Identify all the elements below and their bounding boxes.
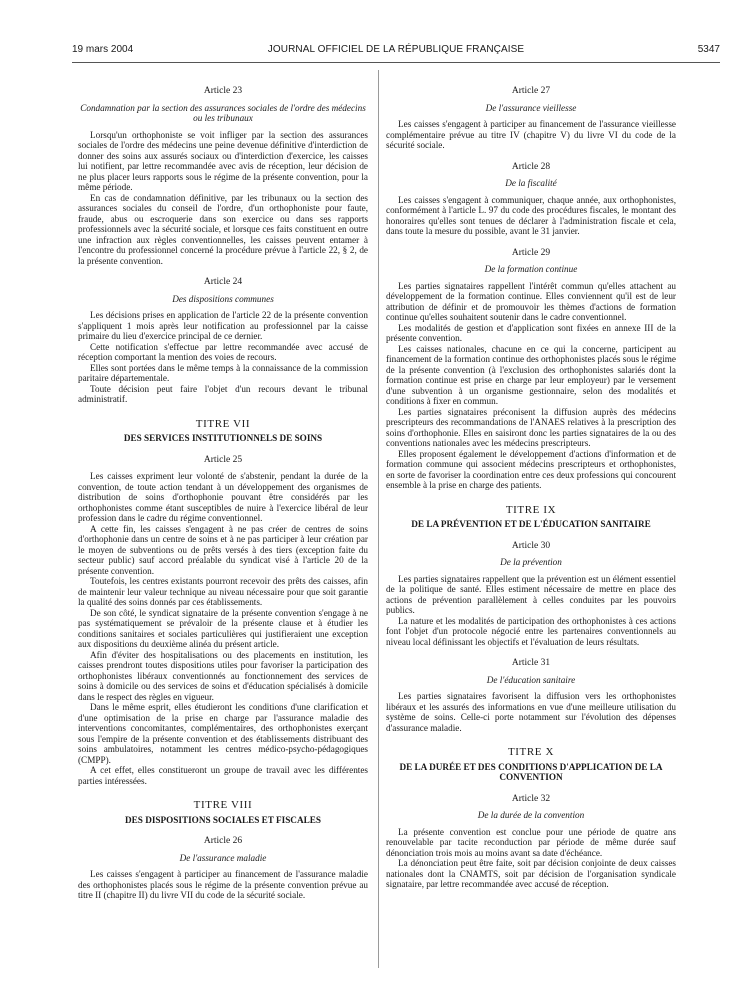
paragraph: Les caisses nationales, chacune en ce qui la concerne, participent au financement de la formation continue des orthophonistes placés sous le régime de la présente convention (à l'exclusion des orthophonistes salariés dont la formation continue est prise en charge par leur employeur) par le versement d'une subvention à un organisme gestionnaire, selon des modalités et conditions à fixer en commun.: [386, 343, 676, 406]
paragraph: Cette notification s'effectue par lettre recommandée avec accusé de réception comportant la mention des voies de recours.: [78, 341, 368, 362]
paragraph: Les modalités de gestion et d'application sont fixées en annexe III de la présente convention.: [386, 322, 676, 343]
paragraph: Les caisses s'engagent à participer au financement de l'assurance maladie des orthophonistes placés sous le régime de la présente convention prévue au titre II (chapitre II) du livre VII du code de la sécurité sociale.: [78, 869, 368, 900]
paragraph: Les parties signataires rappellent l'intérêt commun qu'elles attachent au développement de la formation continue. Elles conviennent qu'il est de leur attribution de définir et de promouvoir les thèmes d'actions de formation continue qu'elles souhaitent soutenir dans le cadre conventionnel.: [386, 280, 676, 322]
paragraph: En cas de condamnation définitive, par les tribunaux ou la section des assurances sociales du conseil de l'ordre, d'un orthophoniste pour faute, fraude, abus ou escroquerie dans son exercice ou dans ses rapports professionnels avec la sécurité sociale, et lorsque ces faits constituent en outre une infraction aux règles conventionnelles, les caisses peuvent entamer à l'encontre du professionnel concerné la procédure prévue à l'article 22, § 2, de la présente convention.: [78, 192, 368, 266]
right-column: [386, 86, 676, 890]
article-subtitle: De l'assurance maladie: [179, 852, 267, 863]
paragraph: A cette fin, les caisses s'engagent à ne pas créer de centres de soins d'orthophonie dans un centre de soins et à ne pas participer à leur création par le moyen de subventions ou de prêts versés à des tiers (exception faite du secteur public) sauf accord préalable du syndicat visé à l'article 20 de la présente convention.: [78, 523, 368, 576]
paragraph: Les caisses s'engagent à communiquer, chaque année, aux orthophonistes, conformément à l'article L. 97 du code des procédures fiscales, le montant des honoraires qu'elles sont tenues de déclarer à l'administration fiscale et cela, dans toute la mesure du possible, avant le 31 janvier.: [386, 194, 676, 236]
titre-heading: TITRE VII: [195, 417, 251, 430]
article-heading: Article 31: [511, 658, 551, 668]
article-subtitle: De la formation continue: [484, 264, 578, 274]
titre-heading: TITRE X: [507, 746, 555, 758]
paragraph: Les caisses expriment leur volonté de s'abstenir, pendant la durée de la convention, de toute action tendant à un développement des organismes de distribution de soins d'orthophonie pouvant être considérés par les orthophonistes comme étant susceptibles de nuire à l'exercice libéral de leur profession dans le cadre du régime conventionnel.: [78, 471, 368, 523]
article-heading: Article 28: [511, 161, 551, 172]
paragraph: Les parties signataires favorisent la diffusion vers les orthophonistes libéraux et les assurés des informations en vue d'une meilleure utilisation du système de soins. Celle-ci porte notamment sur l'évolution des dépenses d'assurance maladie.: [386, 691, 676, 733]
paragraph: Les décisions prises en application de l'article 22 de la présente convention s'appliquent 1 mois après leur notification au professionnel par la caisse primaire du lieu d'exercice principal de ce dernier.: [78, 310, 368, 341]
paragraph: Toutefois, les centres existants pourront recevoir des prêts des caisses, afin de maintenir leur valeur technique au niveau nécessaire pour que soit garantie la qualité des soins donnés par ces établissements.: [78, 576, 368, 607]
article-heading: Article 30: [511, 540, 551, 551]
paragraph: De son côté, le syndicat signataire de la présente convention s'engage à ne pas systématiquement se prévaloir de la présente clause et à étudier les conditions sanitaires et sociales particulières qui justifieraient une exception aux dispositions du deuxième alinéa du présent article.: [78, 607, 368, 649]
article-subtitle: De l'assurance vieillesse: [485, 102, 577, 113]
section-heading: DE LA PRÉVENTION ET DE L'ÉDUCATION SANITAIRE: [411, 519, 651, 529]
paragraph: A cet effet, elles constitueront un groupe de travail avec les différentes parties intéressées.: [78, 765, 368, 786]
article-subtitle: De la durée de la convention: [477, 810, 585, 820]
header-page-number: 5347: [697, 44, 720, 55]
paragraph: Lorsqu'un orthophoniste se voit infliger par la section des assurances sociales de l'ordre des médecins une peine devenue définitive d'interdiction de donner des soins aux assurés sociaux ou d'interdiction d'exercice, les caisses lui notifient, par lettre recommandée avec avis de réception, leur décision de ne plus placer leurs rapports sous le régime de la présente convention, pour la même période.: [78, 129, 368, 192]
left-column: [78, 86, 368, 901]
paragraph: La présente convention est conclue pour une période de quatre ans renouvelable par tacite reconduction par période de même durée sauf dénonciation trois mois au moins avant sa date d'échéance.: [386, 826, 676, 858]
paragraph: La nature et les modalités de participation des orthophonistes à ces actions font l'objet d'un protocole négocié entre les partenaires conventionnels au niveau local définissant les objectifs et l'évaluation de leurs résultats.: [386, 615, 676, 647]
header-journal-title: JOURNAL OFFICIEL DE LA RÉPUBLIQUE FRANÇAISE: [267, 44, 525, 55]
article-heading: Article 25: [203, 454, 243, 465]
article-heading: Article 23: [203, 86, 243, 96]
article-heading: Article 29: [511, 247, 551, 258]
article-subtitle: De l'éducation sanitaire: [486, 674, 576, 685]
paragraph: Elles proposent également le développement d'actions d'information et de formation commune qui associent médecins prescripteurs et orthophonistes, en sorte de favoriser la coordination entre ces deux professions qui concourent ensemble à la prise en charge des patients.: [386, 448, 676, 490]
article-subtitle: Condamnation par la section des assurances sociales de l'ordre des médecins ou les tribunaux: [80, 102, 366, 123]
header-date: 19 mars 2004: [72, 44, 134, 55]
titre-heading: TITRE VIII: [193, 799, 253, 811]
paragraph: Elles sont portées dans le même temps à la connaissance de la commission paritaire départementale.: [78, 362, 368, 383]
article-heading: Article 27: [511, 86, 551, 96]
paragraph: La dénonciation peut être faite, soit par décision conjointe de deux caisses nationales dont la CNAMTS, soit par décision de l'organisation syndicale signataire, par lettre recommandée avec accusé de réception.: [386, 858, 676, 889]
article-subtitle: De la prévention: [500, 557, 562, 567]
paragraph: Les parties signataires rappellent que la prévention est un élément essentiel de la politique de santé. Elles estiment nécessaire de mettre en place des actions de prévention parallèlement à celles conduites par les pouvoirs publics.: [386, 573, 676, 615]
article-heading: Article 32: [511, 793, 551, 804]
article-subtitle: Des dispositions communes: [172, 293, 274, 304]
titre-heading: TITRE IX: [505, 503, 557, 516]
paragraph: Les caisses s'engagent à participer au financement de l'assurance vieillesse complémentaire prévue au titre IV (chapitre V) du livre VI du code de la sécurité sociale.: [386, 119, 676, 150]
paragraph: Toute décision peut faire l'objet d'un recours devant le tribunal administratif.: [78, 383, 368, 404]
paragraph: Dans le même esprit, elles étudieront les conditions d'une clarification et d'une optimisation de la prise en charge par l'assurance maladie des interventions concomitantes, complémentaires, des orthophonistes exerçant sous l'empire de la présente convention et des établissements distribuant des soins ambulatoires, notamment les centres médico-psycho-pédagogiques (CMPP).: [78, 702, 368, 765]
section-heading: DE LA DURÉE ET DES CONDITIONS D'APPLICATION DE LA CONVENTION: [399, 761, 663, 782]
article-heading: Article 26: [203, 836, 243, 846]
column-divider: [378, 70, 379, 968]
section-heading: DES DISPOSITIONS SOCIALES ET FISCALES: [125, 814, 321, 825]
section-heading: DES SERVICES INSTITUTIONNELS DE SOINS: [123, 433, 323, 443]
article-heading: Article 24: [203, 277, 243, 287]
header-rule: [72, 62, 720, 63]
paragraph: Afin d'éviter des hospitalisations ou des placements en institution, les caisses prendront toutes dispositions utiles pour favoriser la participation des orthophonistes libéraux conventionnés au fonctionnement des services de soins à domicile ou des services de soins et d'éducation spécialisés à domicile dans le respect des règles en vigueur.: [78, 649, 368, 702]
article-subtitle: De la fiscalité: [505, 178, 557, 188]
page-header: [72, 44, 720, 60]
paragraph: Les parties signataires préconisent la diffusion auprès des médecins prescripteurs des recommandations de l'ANAES relatives à la prescription des soins d'orthophonie. Elles en saisiront donc les parties signataires de la ou des conventions nationales avec les médecins prescripteurs.: [386, 406, 676, 448]
